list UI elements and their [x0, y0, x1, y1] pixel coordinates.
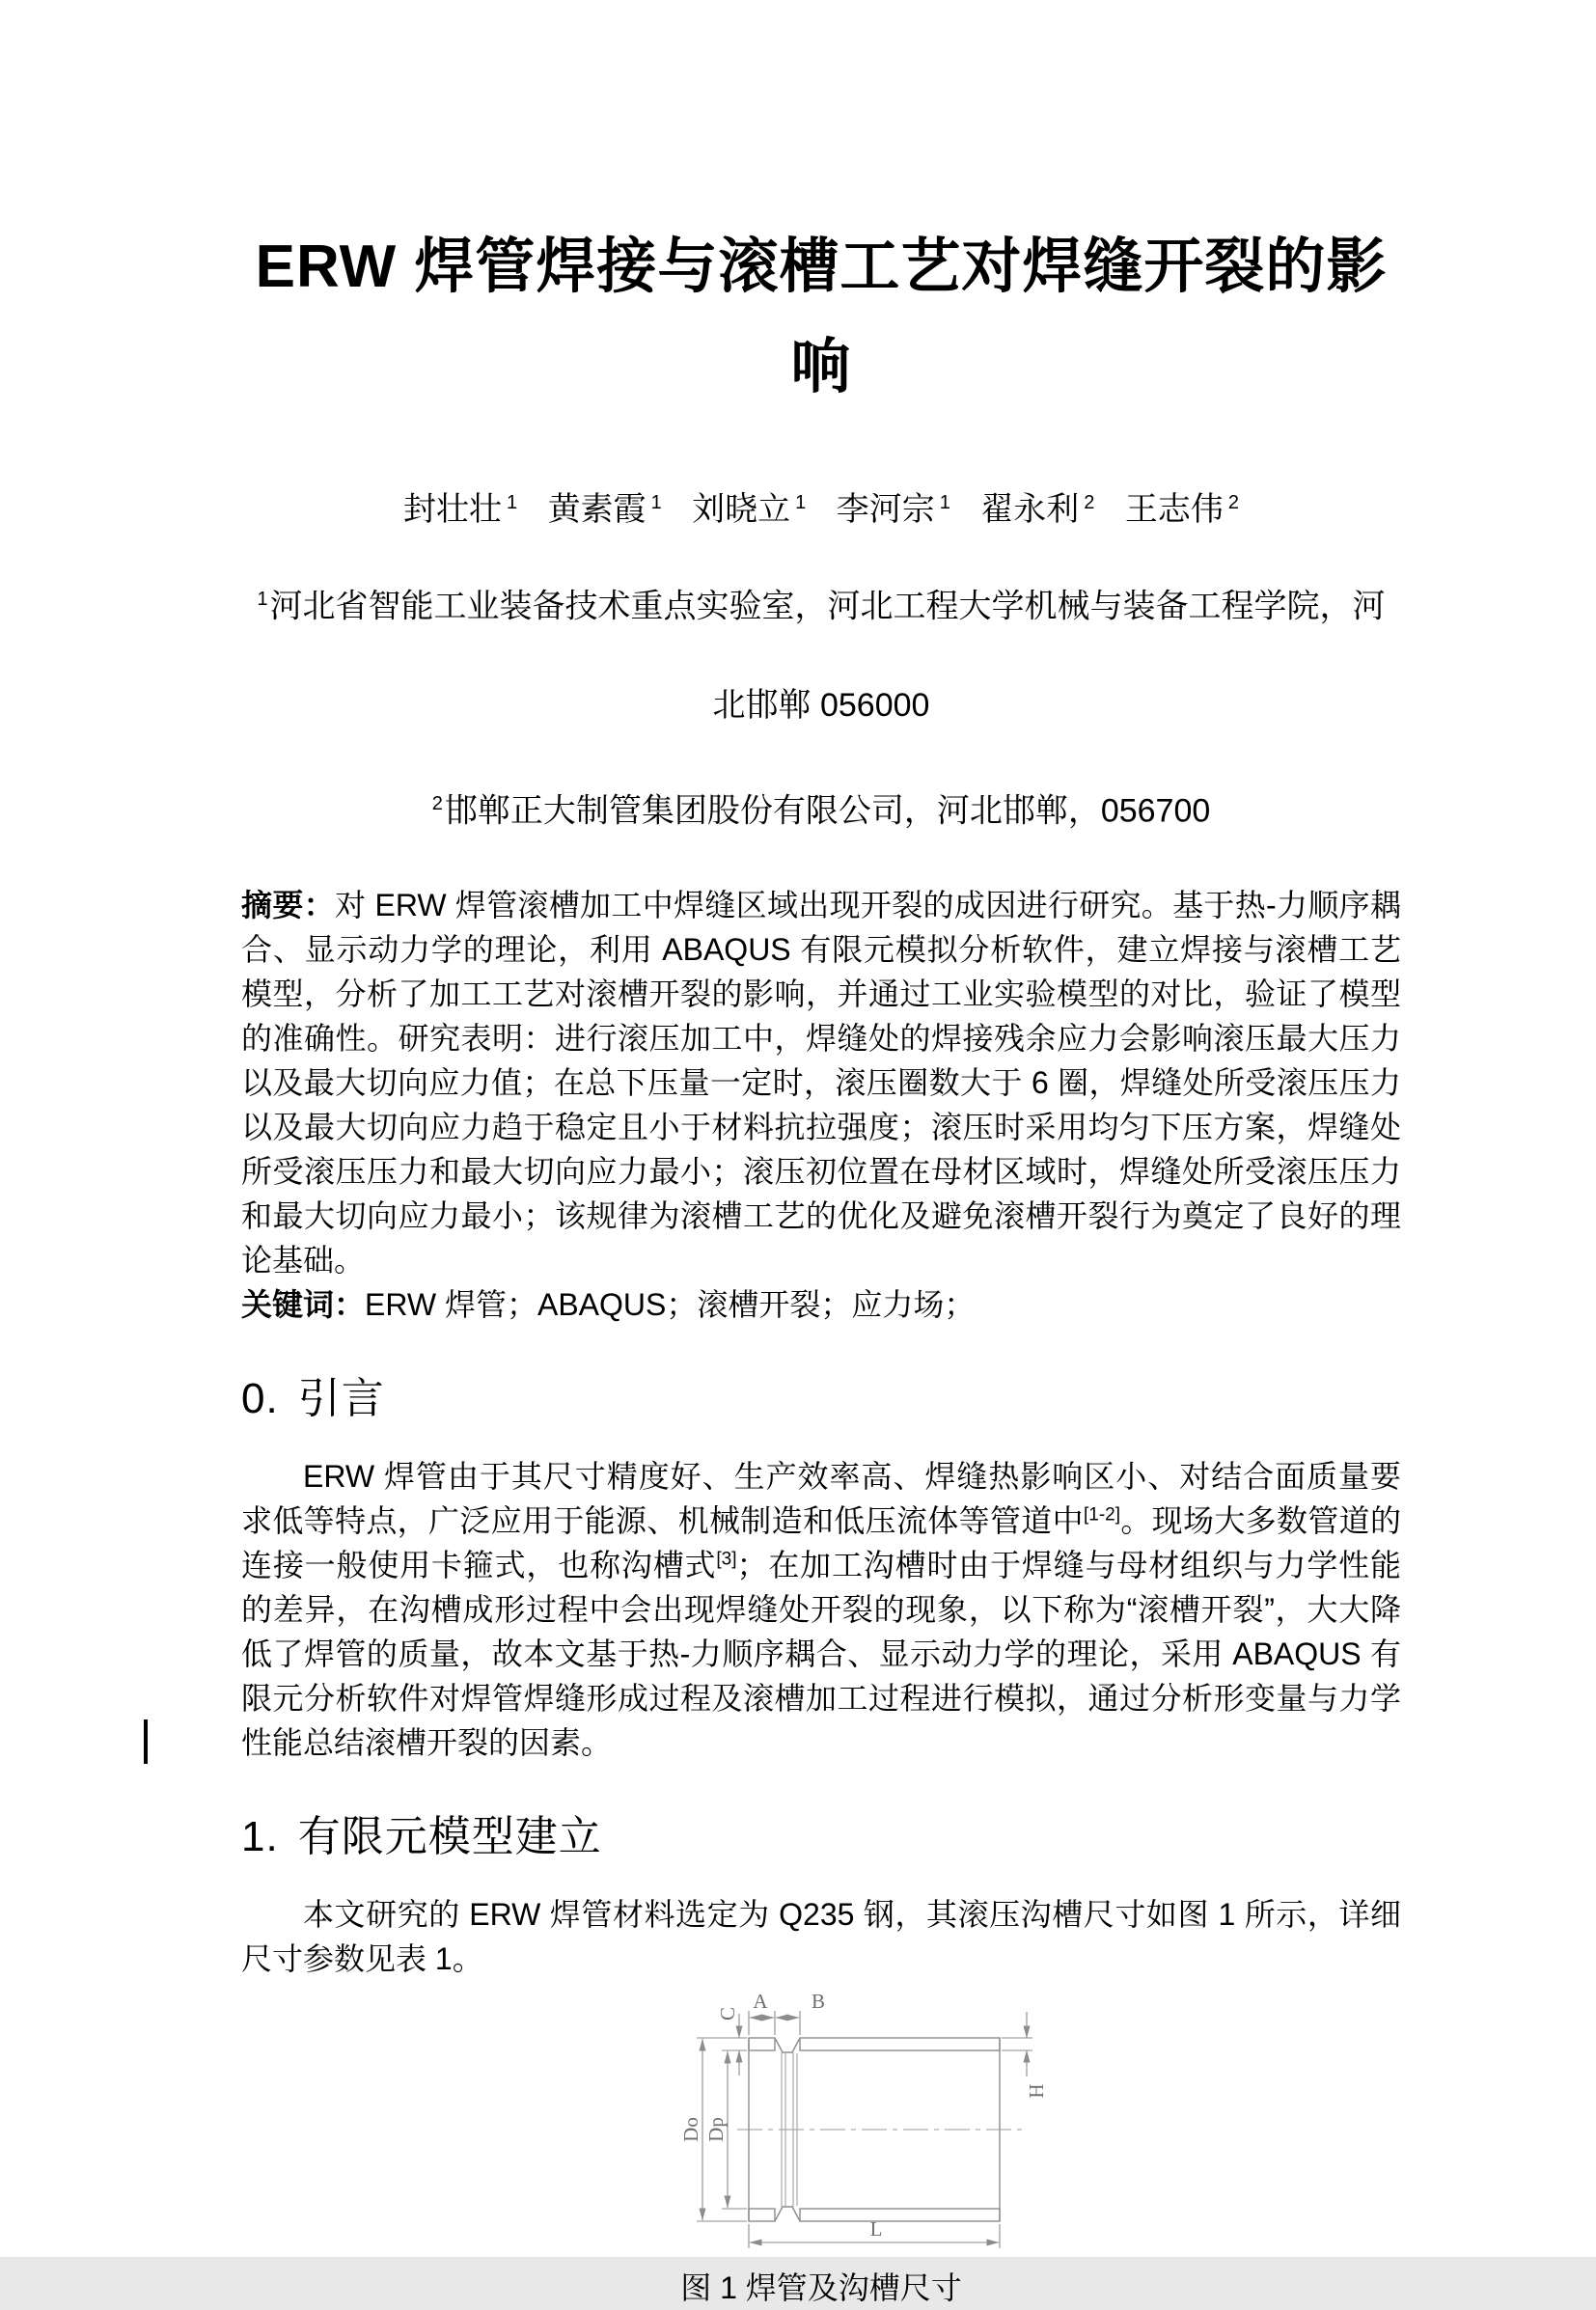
figure-1 — [241, 1989, 1401, 2310]
groove-top-profile — [775, 2038, 800, 2052]
affiliation-1-line-2: 北邯郸 056000 — [712, 686, 930, 724]
title-line-1: ERW 焊管焊接与滚槽工艺对焊缝开裂的影 — [255, 234, 1388, 300]
revision-change-bar — [144, 1719, 148, 1764]
affiliation-2 — [241, 755, 1401, 860]
abstract-paragraph — [241, 883, 1401, 1282]
section-number: 0. — [241, 1374, 279, 1422]
author-name: 黄素霞 — [547, 491, 647, 529]
title-line-2: 响 — [790, 334, 852, 400]
abstract-text: 对 ERW 焊管滚槽加工中焊缝区域出现开裂的成因进行研究。基于热-力顺序耦合、显示动力学的理论，利用 ABAQUS 有限元模拟分析软件，建立焊接与滚槽工艺模型，分析了加工工艺对滚槽开裂的影响，并通过工业实验模型的对比，验证了模型的准确性。研究表明：进行滚压加工中，焊缝处的焊接残余应力会影响滚压最大压力以及最大切向应力值；在总下压量一定时，滚压圈数大于 6 圈，焊缝处所受滚压压力以及最大切向应力趋于稳定且小于材料抗拉强度；滚压时采用均匀下压方案，焊缝处所受滚压压力和最大切向应力最小；滚压初位置在母材区域时，焊缝处所受滚压压力和最大切向应力最小；该规律为滚槽工艺的优化及避免滚槽开裂行为奠定了良好的理论基础。 — [241, 887, 1401, 1278]
author-affil-mark: 2 — [1084, 492, 1095, 513]
author-1 — [403, 491, 517, 528]
citation-3: [3] — [716, 1549, 737, 1570]
section-0-heading — [241, 1363, 1401, 1425]
affiliation-list — [241, 550, 1401, 860]
paper-title — [241, 217, 1401, 418]
author-5 — [980, 491, 1094, 528]
section-1-heading — [241, 1801, 1401, 1863]
author-affil-mark: 2 — [1227, 492, 1239, 513]
author-name: 李河宗 — [836, 491, 935, 529]
dimension-label-l: L — [869, 2216, 883, 2241]
abstract-label: 摘要： — [241, 887, 335, 922]
keywords-text: ERW 焊管；ABAQUS；滚槽开裂；应力场； — [365, 1286, 976, 1322]
dimension-label-dp: Dp — [703, 2117, 728, 2142]
citation-1-2: [1-2] — [1083, 1504, 1120, 1526]
author-affil-mark: 1 — [506, 492, 518, 513]
author-2 — [548, 491, 662, 528]
dimension-label-b: B — [811, 1989, 826, 2013]
dimension-label-c: C — [715, 2006, 739, 2021]
affiliation-1-line-1 — [241, 550, 1401, 655]
section-number: 1. — [241, 1812, 279, 1860]
author-affil-mark: 1 — [650, 492, 662, 513]
affiliation-text: 河北省智能工业装备技术重点实验室，河北工程大学机械与装备工程学院，河 — [269, 588, 1386, 625]
dimension-label-do: Do — [678, 2117, 702, 2142]
groove-bottom-profile — [775, 2207, 800, 2221]
keywords-line — [241, 1282, 1401, 1327]
author-affil-mark: 1 — [795, 492, 807, 513]
intro-text-3: ；在加工沟槽时由于焊缝与母材组织与力学性能的差异，在沟槽成形过程中会出现焊缝处开裂的现象，以下称为“滚槽开裂”，大大降低了焊管的质量，故本文基于热-力顺序耦合、显示动力学的理论，采用 ABAQUS 有限元分析软件对焊管焊缝形成过程及滚槽加工过程进行模拟，通过分析形变量与力学性能总结滚槽开裂的因素。 — [241, 1547, 1401, 1760]
pipe-top-wall-left — [749, 2038, 775, 2050]
author-name: 翟永利 — [980, 491, 1080, 529]
author-list — [241, 480, 1401, 533]
affiliation-mark: 2 — [431, 792, 443, 814]
section-title: 引言 — [297, 1374, 385, 1422]
author-3 — [692, 491, 806, 528]
affiliation-mark: 1 — [257, 589, 268, 611]
author-4 — [837, 491, 950, 528]
pipe-groove-dimension-drawing — [594, 1989, 1048, 2257]
pipe-bottom-wall-right — [800, 2209, 1000, 2221]
author-6 — [1125, 491, 1239, 528]
keywords-label: 关键词： — [241, 1286, 366, 1322]
pipe-bottom-wall-left — [749, 2209, 775, 2221]
section-1-paragraph: 本文研究的 ERW 焊管材料选定为 Q235 钢，其滚压沟槽尺寸如图 1 所示，详细尺寸参数见表 1。 — [241, 1896, 1401, 1976]
affiliation-text: 邯郸正大制管集团股份有限公司，河北邯郸，056700 — [444, 791, 1211, 829]
section-title: 有限元模型建立 — [297, 1812, 602, 1860]
author-name: 刘晓立 — [692, 491, 791, 529]
dimension-label-h: H — [1024, 2083, 1048, 2099]
pipe-top-wall-right — [800, 2038, 1000, 2050]
author-name: 王志伟 — [1124, 491, 1224, 529]
page-content — [241, 0, 1401, 2310]
author-name: 封壮壮 — [402, 491, 502, 529]
author-affil-mark: 1 — [939, 492, 950, 513]
intro-text-2: 。现场大多数管道的连接一般使用卡箍式，也称沟槽式 — [241, 1502, 1401, 1582]
dimension-label-a: A — [753, 1989, 768, 2013]
figure-1-caption: 图 1 焊管及沟槽尺寸 — [680, 2269, 962, 2305]
intro-paragraph — [241, 1454, 1401, 1765]
intro-text-1: ERW 焊管由于其尺寸精度好、生产效率高、焊缝热影响区小、对结合面质量要求低等特点，广泛应用于能源、机械制造和低压流体等管道中 — [241, 1458, 1401, 1538]
